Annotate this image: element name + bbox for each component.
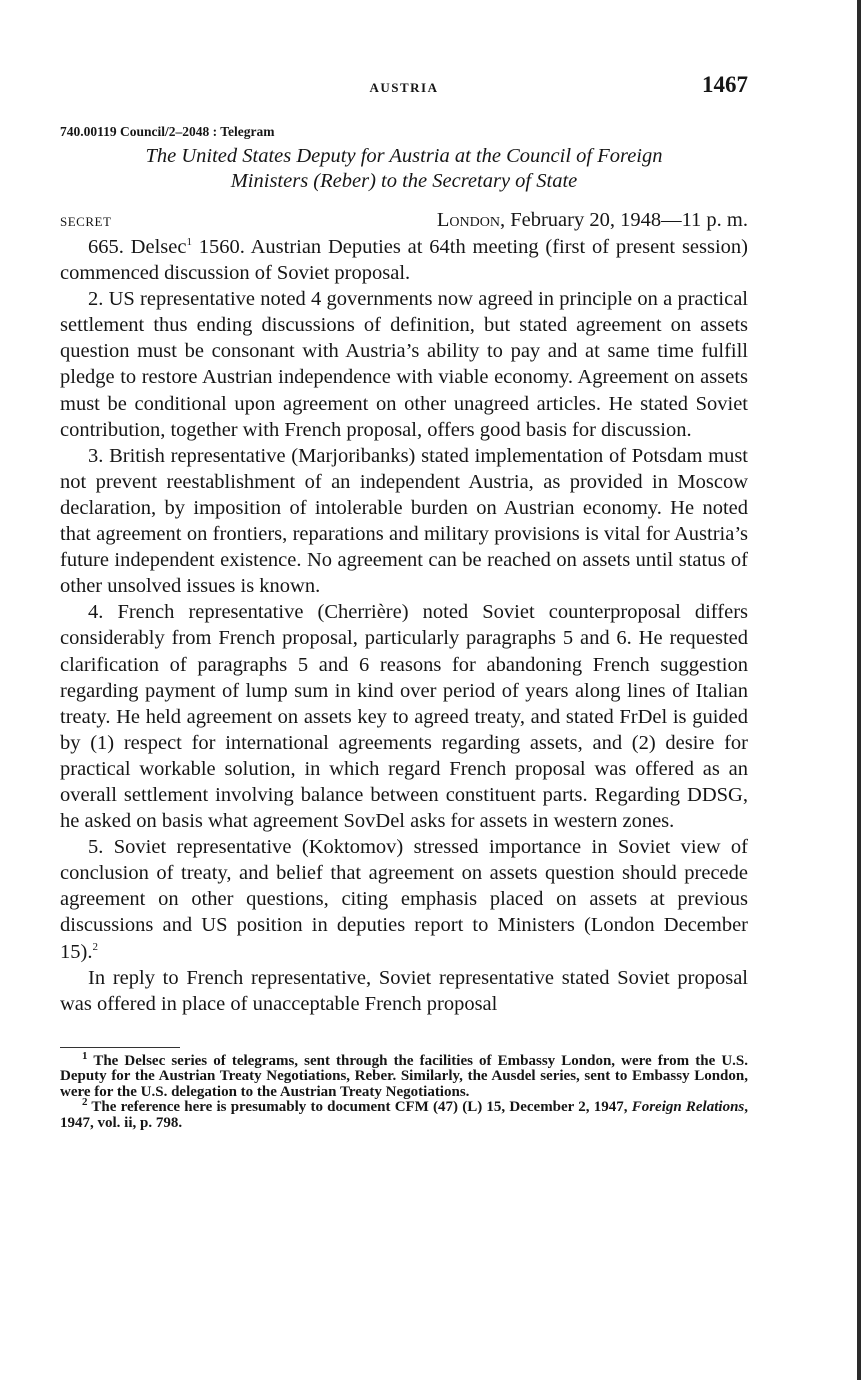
footnote-1 xyxy=(60,1049,748,1101)
footnotes xyxy=(60,1049,748,1132)
paragraph-1 xyxy=(60,234,748,286)
paragraph-3: 3. British representative (Marjoribanks) stated implementation of Potsdam must not prevent reestablishment of an independent Austria, as provided in Moscow declaration, by imposition of intolerable burden on Austrian economy. He noted that agreement on frontiers, reparations and military provisions is vital for Austria’s future independent existence. No agreement can be reached on assets until status of other unsolved issues is known. xyxy=(60,444,748,598)
running-header xyxy=(60,70,748,106)
title-line-2: Ministers (Reber) to the Secretary of State xyxy=(230,170,578,192)
paragraph-1-rest: 1560. Austrian Deputies at 64th meeting (first of present session) commenced discussion of Soviet proposal. xyxy=(60,236,748,285)
paragraph-2: 2. US representative noted 4 governments now agreed in principle on a practical settlement thus ending discussions of definition, but stated agreement on assets question must be consonant with Austria’s ability to pay and at same time fulfill pledge to restore Austrian independence with viable economy. Agreement on assets must be conditional upon agreement on other unagreed articles. He stated Soviet contribution, together with French proposal, offers good basis for discussion. xyxy=(60,288,748,441)
paragraph-4: 4. French representative (Cherrière) noted Soviet counterproposal differs considerably from French proposal, particularly paragraphs 5 and 6. He requested clarification of paragraphs 5 and 6 reasons for abandoning French suggestion regarding payment of lump sum in kind over period of years along lines of Italian treaty. He held agreement on assets key to agreed treaty, and stated FrDel is guided by (1) respect for international agreements regarding assets, and (2) desire for practical workable solution, in which regard French proposal was offered as an overall settlement involving balance between constituent parts. Regarding DDSG, he asked on basis what agreement SovDel asks for assets in western zones. xyxy=(60,601,748,833)
footnote-1-mark: 1 xyxy=(82,1049,88,1062)
date: , February 20, 1948—11 p. m. xyxy=(499,209,748,231)
footnote-ref-2: 2 xyxy=(92,940,98,953)
footnote-2-italic: Foreign Relations xyxy=(631,1099,745,1116)
place: London xyxy=(436,209,500,231)
dateline xyxy=(60,204,748,234)
document-title xyxy=(60,144,748,194)
document-page xyxy=(60,70,748,1131)
page-number: 1467 xyxy=(702,72,748,97)
footnote-2-text-b: , 1947, vol. ii, p. 798. xyxy=(60,1099,748,1131)
classification-label: SECRET xyxy=(60,214,112,229)
running-title: AUSTRIA xyxy=(369,80,439,95)
paragraph-1-start: 665. Delsec xyxy=(88,236,187,258)
page-edge xyxy=(857,0,861,1380)
footnote-1-text: The Delsec series of telegrams, sent through the facilities of Embassy London, were from the U.S. Deputy for the Austrian Treaty Negotiations, Reber. Similarly, the Ausdel series, sent to Embassy London, were for the U.S. delegation to the Austrian Treaty Negotiations. xyxy=(60,1052,748,1100)
footnote-2-mark: 2 xyxy=(82,1096,88,1109)
telegram-body xyxy=(60,234,748,1017)
footnote-2 xyxy=(60,1096,748,1131)
footnote-ref-1: 1 xyxy=(186,236,192,249)
paragraph-5 xyxy=(60,834,748,964)
footnote-divider xyxy=(60,1047,180,1048)
title-line-1: The United States Deputy for Austria at the Council of Foreign xyxy=(145,145,663,167)
paragraph-5-text: 5. Soviet representative (Koktomov) stressed importance in Soviet view of conclusion of treaty, and belief that agreement on assets question should precede agreement on other questions, citing emphasis placed on assets at previous discussions and US position in deputies report to Ministers (London December 15). xyxy=(60,836,748,963)
file-reference: 740.00119 Council/2–2048 : Telegram xyxy=(60,124,275,139)
footnote-2-text-a: The reference here is presumably to document CFM (47) (L) 15, December 2, 1947, xyxy=(87,1099,632,1116)
paragraph-6: In reply to French representative, Soviet representative stated Soviet proposal was offered in place of unacceptable French proposal xyxy=(60,966,748,1015)
place-date xyxy=(437,209,748,232)
